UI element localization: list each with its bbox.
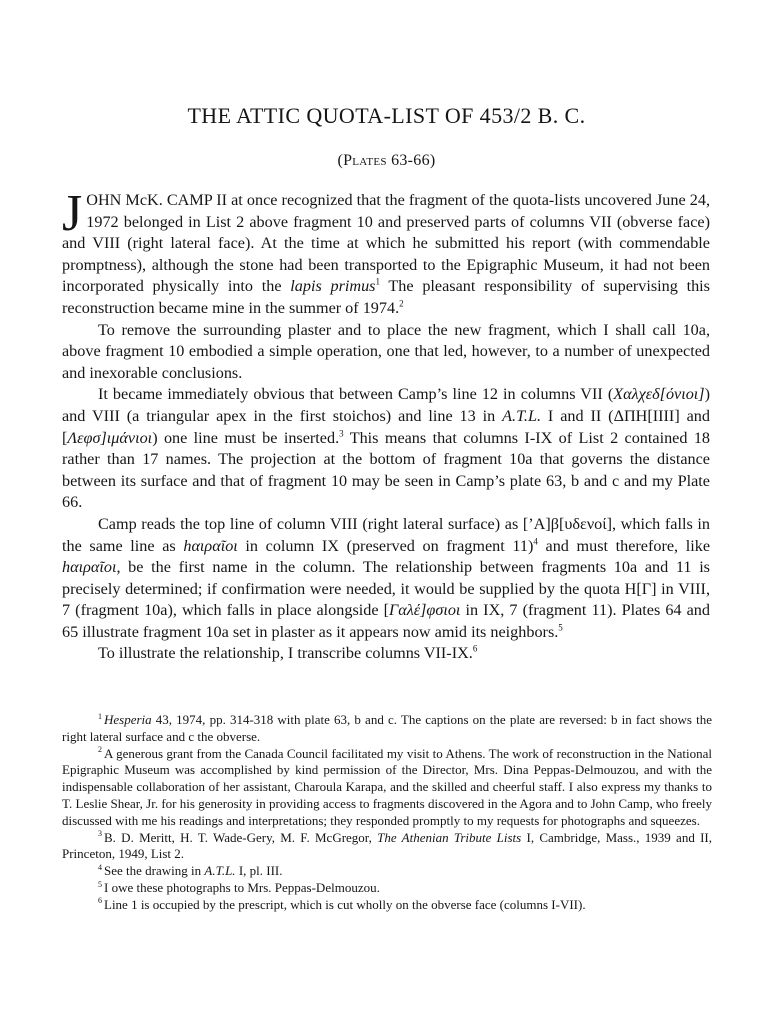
text-run: B. D. Meritt, H. T. Wade-Gery, M. F. McGregor, xyxy=(104,829,378,845)
text-run: This means that columns I-IX of List 2 contained 18 rather than 17 names. The projection at the bottom of fragment 10a that governs the distance between its surface and that of fragment 10 may be seen in Camp’s plate 63, b and c and my Plate 66. xyxy=(62,428,711,512)
paragraph-3 xyxy=(62,384,710,514)
article-body xyxy=(62,185,711,665)
footnote-5 xyxy=(62,880,712,897)
italic-term: Hesperia xyxy=(104,712,152,727)
footnote-1 xyxy=(62,712,712,746)
text-run: I, pl. III. xyxy=(235,863,283,879)
paragraph-4 xyxy=(62,514,710,644)
greek-term: Χαλχεδ[όνιοι] xyxy=(613,385,705,404)
text-run: Camp reads the top line of column VIII (right lateral surface) as [’Α]β[υδενοί], which falls in the same line as xyxy=(62,514,710,555)
footnote-number: 6 xyxy=(98,896,102,906)
drop-cap: J xyxy=(62,185,83,242)
text-run: Line 1 is occupied by the prescript, which is cut wholly on the obverse face (columns I-VII). xyxy=(104,896,586,912)
italic-term: The Athenian Tribute Lists xyxy=(377,829,522,845)
text-run: I and II (ΔΠΗ[ΙΙΙΙ] and [ xyxy=(62,406,710,447)
footnote-ref[interactable]: 3 xyxy=(339,428,344,439)
footnote-3 xyxy=(62,830,712,864)
italic-term: lapis primus xyxy=(290,277,376,296)
footnote-6 xyxy=(62,897,712,914)
text-run: To illustrate the relationship, I transcribe columns VII-IX. xyxy=(98,644,473,663)
text-run: and must therefore, like xyxy=(537,536,711,555)
footnote-ref[interactable]: 6 xyxy=(472,644,478,655)
paragraph-1 xyxy=(62,185,710,320)
greek-term: hαιραῖοι xyxy=(62,558,117,577)
text-run: OHN McK. CAMP II at once recognized that the fragment of the quota-lists uncovered June 24, 1972 belonged in List 2 above fragment 10 and preserved parts of columns VII (obverse face) and VIII (right lateral face). At the time at which he submitted his report (with commendable promptness), although the stone had been transported to the Epigraphic Museum, it had not been incorporated physically into the xyxy=(62,191,710,296)
text-run: I, Cambridge, Mass., 1939 and II, Princeton, 1949, List 2. xyxy=(62,829,712,862)
greek-term: Λεφσ]ιμάνιοι xyxy=(67,428,153,447)
footnote-number: 2 xyxy=(98,745,102,755)
text-run: See the drawing in xyxy=(104,863,205,879)
footnote-number: 1 xyxy=(98,711,102,721)
text-run: I owe these photographs to Mrs. Peppas-Delmouzou. xyxy=(104,879,380,895)
text-run: It became immediately obvious that between Camp’s line 12 in columns VII ( xyxy=(98,385,614,404)
article-title: THE ATTIC QUOTA-LIST OF 453/2 B. C. xyxy=(187,103,586,128)
footnote-number: 5 xyxy=(98,879,102,889)
text-run: ) and VIII (a triangular apex in the first stoichos) and line 13 in xyxy=(62,385,710,425)
footnote-2 xyxy=(62,746,712,830)
footnote-ref[interactable]: 2 xyxy=(399,298,404,309)
footnotes xyxy=(62,712,712,914)
greek-term: Γαλέ]φσιοι xyxy=(389,601,461,620)
footnote-number: 4 xyxy=(98,862,102,872)
text-run: The pleasant responsibility of supervising this reconstruction became mine in the summer of 1974. xyxy=(62,277,710,317)
footnote-ref[interactable]: 1 xyxy=(375,276,380,287)
footnote-ref[interactable]: 5 xyxy=(558,622,563,633)
paragraph-2: To remove the surrounding plaster and to place the new fragment, which I shall call 10a, above fragment 10 embodied a simple operation, one that led, however, to a number of unexpected and inexorable conclusions. xyxy=(62,320,710,382)
paragraph-5 xyxy=(62,643,710,665)
plates-reference: (Plates 63-66) xyxy=(337,152,436,169)
text-run: in IX, 7 (fragment 11). Plates 64 and 65 illustrate fragment 10a set in plaster as it appears now amid its neighbors. xyxy=(62,601,710,641)
footnote-ref[interactable]: 4 xyxy=(533,536,538,547)
text-run: in column IX (preserved on fragment 11) xyxy=(237,536,534,555)
italic-term: A.T.L. xyxy=(204,863,236,879)
text-run: 43, 1974, pp. 314-318 with plate 63, b and c. The captions on the plate are reversed: b in fact shows the right lateral surface and c the obverse. xyxy=(62,712,712,744)
footnote-number: 3 xyxy=(98,829,102,839)
text-run: , be the first name in the column. The relationship between fragments 10a and 11 is precisely determined; if confirmation were needed, it would be supplied by the quota Η[Γ] in VIII, 7 (fragment 10a), which falls in place alongside [ xyxy=(62,558,710,620)
footnote-4 xyxy=(62,863,712,880)
greek-term: hαιραῖοι xyxy=(183,536,238,555)
italic-term: A.T.L. xyxy=(502,406,541,425)
text-run: A generous grant from the Canada Council facilitated my visit to Athens. The work of reconstruction in the National Epigraphic Museum was accomplished by kind permission of the Director, Mrs. Dina Peppas-Delmouzou, and with the indispensable collaboration of her assistant, Charoula Karapa, and the skilled and cheerful staff. I also express my thanks to T. Leslie Shear, Jr. for his generosity in providing access to fragments discovered in the Agora and to John Camp, who freely discussed with me his readings and interpretations; they responded promptly to my requests for photographs and squeezes. xyxy=(62,745,712,828)
text-run: ) one line must be inserted. xyxy=(152,428,340,447)
